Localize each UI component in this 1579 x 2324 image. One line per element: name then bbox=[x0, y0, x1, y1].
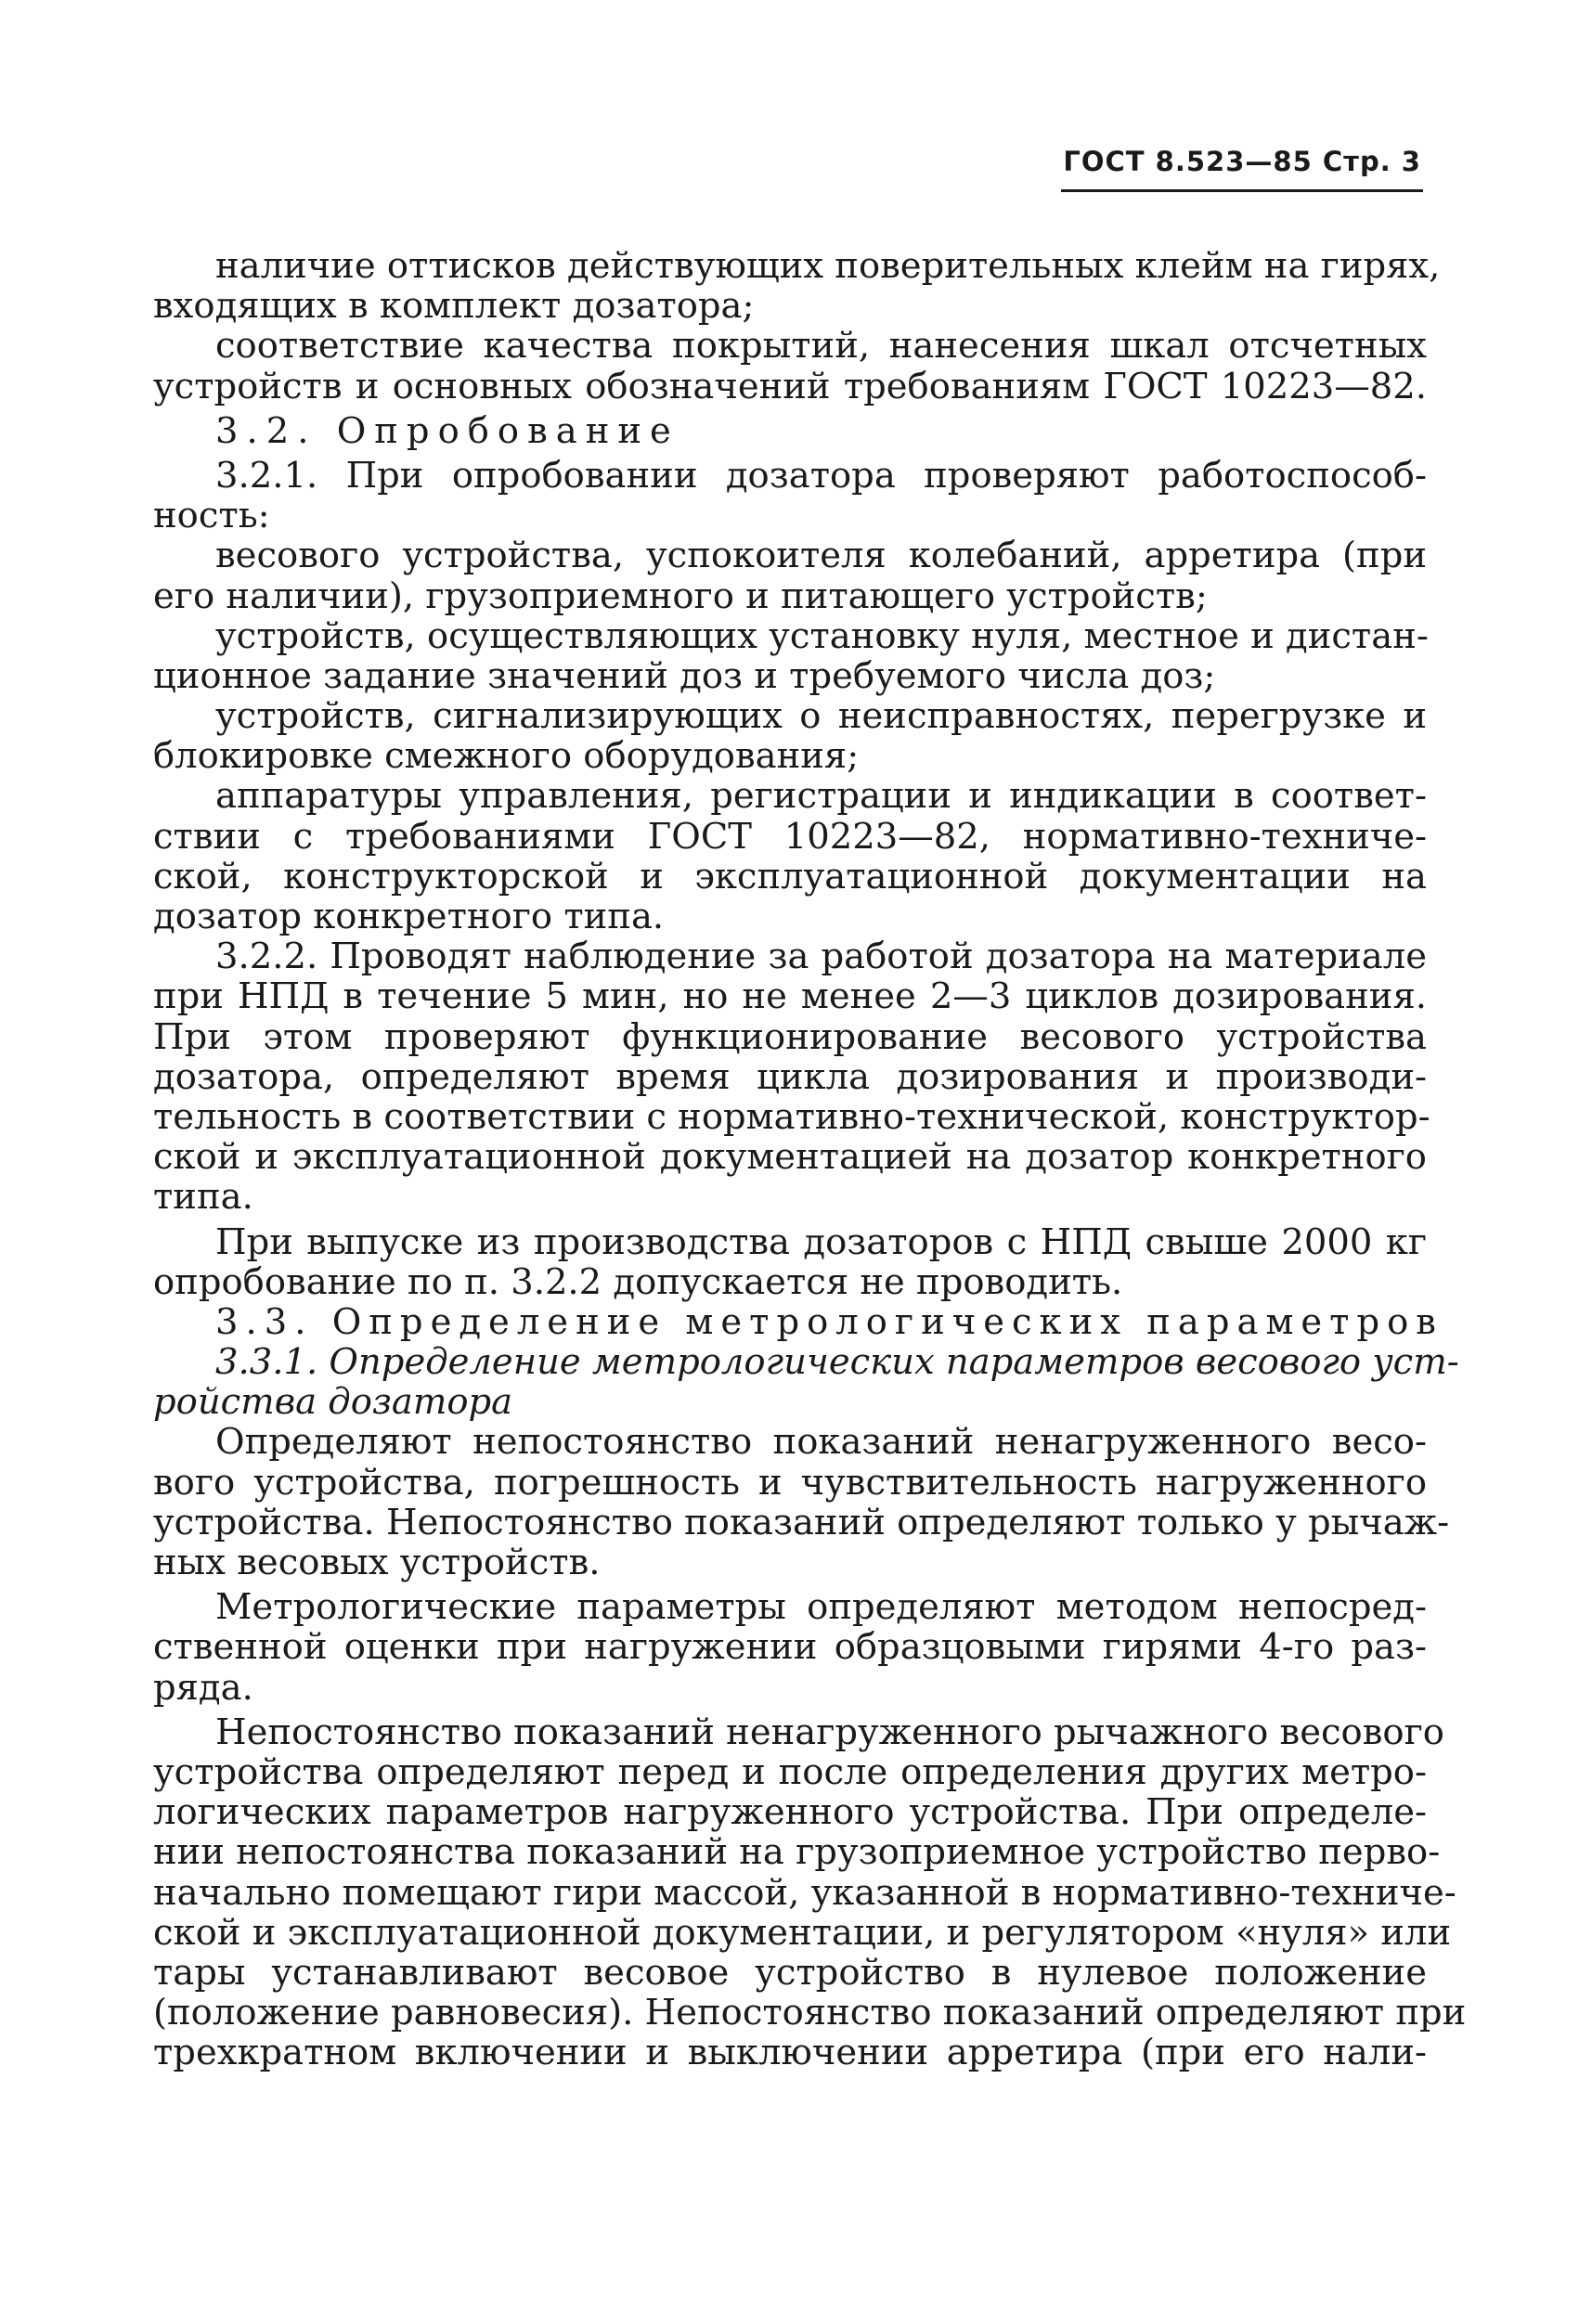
text-line: тары устанавливают весовое устройство в нулевое положение bbox=[153, 1951, 1427, 1994]
text-line: ряда. bbox=[153, 1666, 253, 1709]
text-line: вого устройства, погрешность и чувствительность нагруженного bbox=[153, 1461, 1427, 1504]
text-line: ской и эксплуатационной документацией на дозатор конкретного bbox=[153, 1136, 1427, 1179]
text-line: типа. bbox=[153, 1176, 253, 1219]
text-line: при НПД в течение 5 мин, но не менее 2—3 циклов дозирования. bbox=[153, 975, 1427, 1018]
text-line: опробование по п. 3.2.2 допускается не проводить. bbox=[153, 1260, 1123, 1303]
section-heading: 3.3. Определение метрологических параметров bbox=[215, 1300, 1443, 1343]
text-line: логических параметров нагруженного устройства. При определе- bbox=[153, 1791, 1427, 1834]
text-line: весового устройства, успокоителя колебаний, арретира (при bbox=[215, 535, 1427, 577]
text-line: аппаратуры управления, регистрации и индикации в соответ- bbox=[215, 775, 1427, 818]
text-line: дозатора, определяют время цикла дозирования и производи- bbox=[153, 1055, 1427, 1098]
text-line: ской, конструкторской и эксплуатационной документации на bbox=[153, 855, 1427, 897]
text-line: наличие оттисков действующих поверительных клейм на гирях, bbox=[215, 245, 1441, 287]
text-line: ственной оценки при нагружении образцовыми гирями 4-го раз- bbox=[153, 1626, 1427, 1669]
text-line: устройств и основных обозначений требованиям ГОСТ 10223—82. bbox=[153, 365, 1427, 407]
text-line: 3.2.2. Проводят наблюдение за работой дозатора на материале bbox=[215, 936, 1427, 978]
text-line: устройств, осуществляющих установку нуля, местное и дистан- bbox=[215, 614, 1429, 657]
text-line: ных весовых устройств. bbox=[153, 1542, 601, 1583]
text-line: Метрологические параметры определяют методом непосред- bbox=[215, 1586, 1427, 1629]
text-line: устройства. Непостоянство показаний определяют только у рычаж- bbox=[153, 1501, 1450, 1543]
text-line: ствии с требованиями ГОСТ 10223—82, нормативно-техниче- bbox=[153, 815, 1427, 858]
text-line: соответствие качества покрытий, нанесения шкал отсчетных bbox=[215, 325, 1427, 368]
text-line: (положение равновесия). Непостоянство показаний определяют при bbox=[153, 1992, 1467, 2034]
text-line: ционное задание значений доз и требуемого числа доз; bbox=[153, 654, 1216, 697]
subsection-heading: ройства дозатора bbox=[153, 1381, 513, 1424]
text-line: При этом проверяют функционирование весового устройства bbox=[153, 1015, 1427, 1058]
text-line: трехкратном включении и выключении арретира (при его нали- bbox=[153, 2032, 1427, 2074]
text-line: его наличии), грузоприемного и питающего устройств; bbox=[153, 575, 1208, 617]
page-header: ГОСТ 8.523—85 Стр. 3 bbox=[1063, 146, 1421, 177]
text-line: устройств, сигнализирующих о неисправностях, перегрузке и bbox=[215, 695, 1427, 738]
text-line: начально помещают гири массой, указанной в нормативно-техниче- bbox=[153, 1871, 1456, 1914]
subsection-heading: 3.3.1. Определение метрологических параметров весового уст- bbox=[215, 1341, 1459, 1384]
text-line: дозатор конкретного типа. bbox=[153, 896, 665, 937]
text-line: тельность в соответствии с нормативно-технической, конструктор- bbox=[153, 1095, 1430, 1138]
text-line: блокировке смежного оборудования; bbox=[153, 735, 860, 778]
text-line: устройства определяют перед и после определения других метро- bbox=[153, 1750, 1427, 1793]
text-line: При выпуске из производства дозаторов с НПД свыше 2000 кг bbox=[215, 1220, 1427, 1263]
document-body bbox=[153, 245, 1467, 2074]
text-line: ность: bbox=[153, 495, 270, 537]
text-line: ской и эксплуатационной документации, и регулятором «нуля» или bbox=[153, 1911, 1452, 1954]
text-line: 3.2.1. При опробовании дозатора проверяют работоспособ- bbox=[215, 454, 1427, 497]
text-line: входящих в комплект дозатора; bbox=[153, 285, 755, 328]
section-heading: 3.2. Опробование bbox=[215, 409, 679, 452]
text-line: Определяют непостоянство показаний ненагруженного весо- bbox=[215, 1421, 1427, 1464]
text-line: нии непостоянства показаний на грузоприемное устройство перво- bbox=[153, 1831, 1441, 1874]
text-line: Непостоянство показаний ненагруженного рычажного весового bbox=[215, 1711, 1444, 1753]
header-rule bbox=[1061, 189, 1423, 192]
